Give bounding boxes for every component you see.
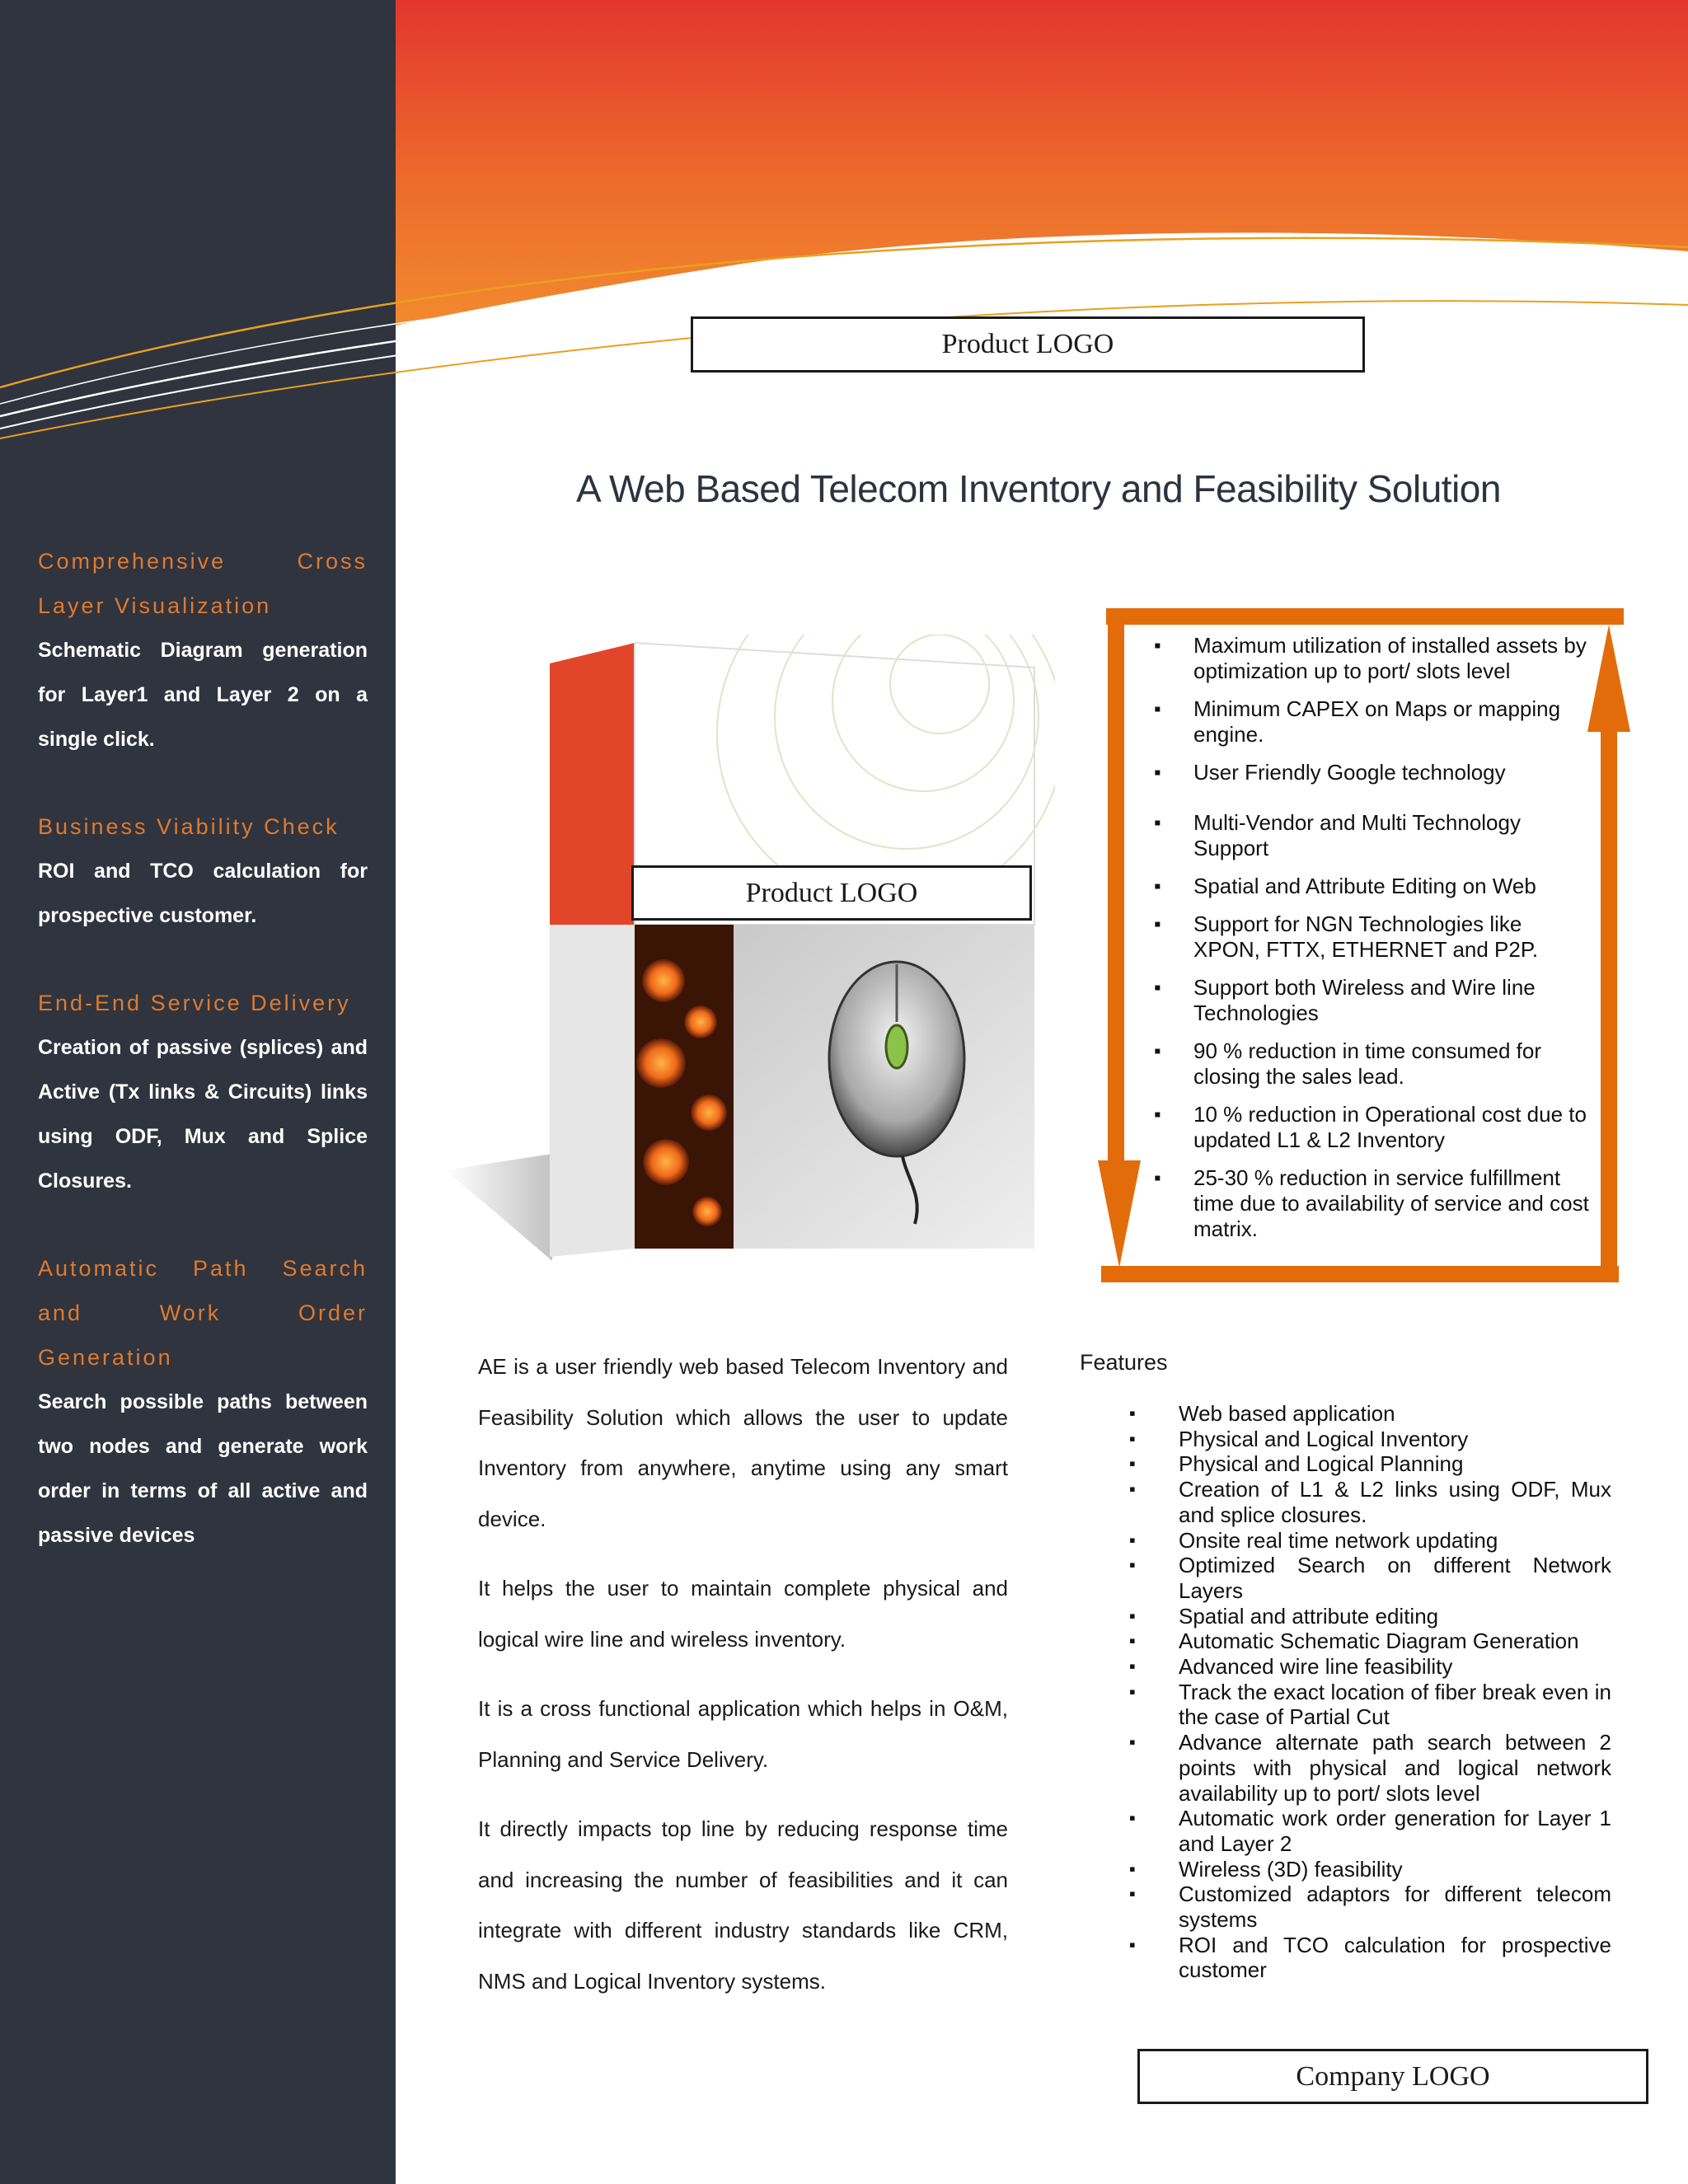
- feature-item: ▪ Onsite real time network updating: [1129, 1528, 1611, 1554]
- description-paragraph: AE is a user friendly web based Telecom Inventory and Feasibility Solution which allows the user to update Inventory from anywhere, anytime using any smart device.: [478, 1354, 1008, 1531]
- page-title: A Web Based Telecom Inventory and Feasibility Solution: [576, 467, 1501, 510]
- product-box-logo: [631, 865, 1032, 921]
- feature-item: ▪ Advance alternate path search between 2 points with physical and logical network availability up to port/ slots level: [1129, 1730, 1611, 1806]
- sidebar-body: Search possible paths between two nodes and generate work order in terms of all active and passive devices: [38, 1390, 368, 1547]
- benefit-item: ▪ Multi-Vendor and Multi Technology Support: [1154, 810, 1591, 861]
- sidebar-section-viability: [38, 804, 368, 938]
- feature-item: ▪ Automatic work order generation for Layer 1 and Layer 2: [1129, 1806, 1611, 1856]
- product-logo-text: Product LOGO: [941, 329, 1114, 359]
- benefit-item: ▪ 10 % reduction in Operational cost due to updated L1 & L2 Inventory: [1154, 1102, 1591, 1153]
- benefit-item: ▪ Spatial and Attribute Editing on Web: [1154, 874, 1591, 899]
- sidebar-body: Creation of passive (splices) and Active (Tx links & Circuits) links using ODF, Mux and Splice Closures.: [38, 1036, 368, 1193]
- features-heading: Features: [1080, 1350, 1168, 1375]
- benefit-item: ▪ Minimum CAPEX on Maps or mapping engine.: [1154, 696, 1591, 748]
- benefit-item: ▪ Support for NGN Technologies like XPON, FTTX, ETHERNET and P2P.: [1154, 912, 1591, 963]
- company-logo-text: Company LOGO: [1296, 2060, 1490, 2092]
- feature-item: ▪ Physical and Logical Inventory: [1129, 1427, 1611, 1452]
- product-logo-box: [691, 316, 1365, 373]
- description-paragraph: It helps the user to maintain complete physical and logical wire line and wireless inventory.: [478, 1576, 1008, 1652]
- feature-item: ▪ Automatic Schematic Diagram Generation: [1129, 1629, 1611, 1654]
- benefit-item: ▪ Support both Wireless and Wire line Technologies: [1154, 975, 1591, 1026]
- sidebar-heading: Automatic Path Search and Work Order Generation: [38, 1256, 368, 1370]
- feature-item: ▪ Creation of L1 & L2 links using ODF, Mux and splice closures.: [1129, 1477, 1611, 1527]
- benefit-item: ▪ 25-30 % reduction in service fulfillment time due to availability of service and cost matrix.: [1154, 1165, 1591, 1242]
- benefit-item: ▪ 90 % reduction in time consumed for closing the sales lead.: [1154, 1038, 1591, 1090]
- feature-item: ▪ Spatial and attribute editing: [1129, 1604, 1611, 1629]
- header-swoosh-graphic: [0, 0, 1688, 462]
- features-list: [1129, 1401, 1611, 1983]
- sidebar-section-service-delivery: [38, 981, 368, 1203]
- feature-item: ▪ Customized adaptors for different telecom systems: [1129, 1882, 1611, 1932]
- feature-item: ▪ Wireless (3D) feasibility: [1129, 1857, 1611, 1882]
- company-logo-box: [1137, 2049, 1648, 2104]
- feature-item: ▪ ROI and TCO calculation for prospective customer: [1129, 1933, 1611, 1983]
- description-block: [478, 1342, 1008, 2026]
- feature-item: ▪ Physical and Logical Planning: [1129, 1451, 1611, 1477]
- sidebar-section-visualization: [38, 539, 368, 762]
- sidebar-heading: Comprehensive Cross Layer Visualization: [38, 549, 368, 618]
- benefit-item: ▪ Maximum utilization of installed assets by optimization up to port/ slots level: [1154, 633, 1591, 684]
- feature-item: ▪ Web based application: [1129, 1401, 1611, 1427]
- sidebar-heading: Business Viability Check: [38, 814, 340, 839]
- description-paragraph: It is a cross functional application which helps in O&M, Planning and Service Delivery.: [478, 1696, 1008, 1772]
- product-box-logo-text: Product LOGO: [745, 877, 918, 908]
- feature-item: ▪ Advanced wire line feasibility: [1129, 1654, 1611, 1680]
- sidebar-heading: End-End Service Delivery: [38, 991, 351, 1015]
- sidebar-body: ROI and TCO calculation for prospective customer.: [38, 860, 368, 927]
- sidebar-body: Schematic Diagram generation for Layer1 and Layer 2 on a single click.: [38, 639, 368, 751]
- sidebar-section-path-search: [38, 1246, 368, 1558]
- description-paragraph: It directly impacts top line by reducing response time and increasing the number of feasibilities and it can integrate with different industry standards like CRM, NMS and Logical Inventory systems.: [478, 1816, 1008, 1994]
- benefit-item: ▪ User Friendly Google technology: [1154, 760, 1591, 785]
- feature-item: ▪ Track the exact location of fiber break even in the case of Partial Cut: [1129, 1680, 1611, 1730]
- product-box-illustration: [445, 635, 1055, 1261]
- feature-item: ▪ Optimized Search on different Network Layers: [1129, 1553, 1611, 1603]
- benefits-list: [1154, 633, 1591, 1254]
